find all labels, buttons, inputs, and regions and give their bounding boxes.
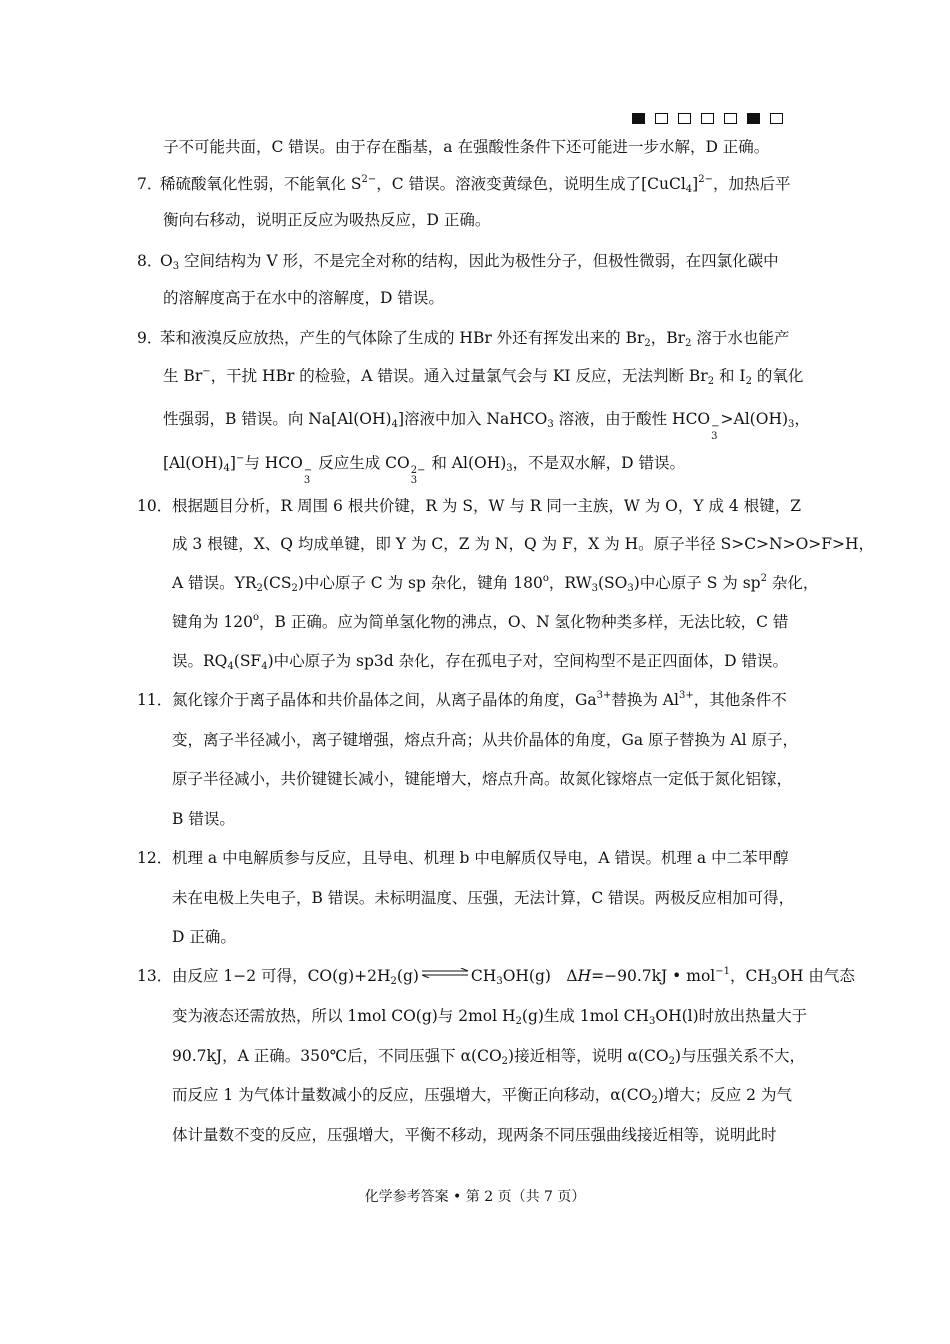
answer-13-line-4: 而反应 1 为气体计量数减小的反应，压强增大，平衡正向移动，$\alpha(CO_2)$增大；反应 2 为气 [172, 1086, 792, 1106]
answer-13-line-1: 由反应 1−2 可得，$CO(g)+2H_2(g)$ $CH_3OH(g)$ ΔH=−90.7kJ • mol$^{-1}$，$CH_3OH$ 由气态 [172, 966, 855, 987]
page-footer: 化学参考答案 • 第 2 页（共 7 页） [364, 1189, 586, 1205]
header-marks [632, 113, 783, 126]
answer-13-number: 13． [137, 967, 173, 985]
header-mark [701, 113, 714, 124]
header-mark [770, 113, 783, 124]
equilibrium-arrow-icon [419, 968, 471, 978]
answer-12-line-2: 未在电极上失电子，B 错误。未标明温度、压强，无法计算，C 错误。两极反应相加可得， [172, 889, 795, 907]
answer-11-number: 11． [137, 691, 173, 709]
answer-10-line-5: 误。$RQ_4(SF_4)$中心原子为 sp3d 杂化，存在孤电子对，空间构型不是正四面体，D 错误。 [172, 652, 788, 672]
answer-11-line-1: 氮化镓介于离子晶体和共价晶体之间，从离子晶体的角度，$Ga^{3+}$替换为 $Al^{3+}$，其他条件不 [172, 690, 787, 709]
answer-9-number: 9． [137, 329, 163, 347]
answer-8-number: 8． [137, 252, 163, 270]
answer-7-line-2: 衡向右移动，说明正反应为吸热反应，D 正确。 [163, 211, 491, 229]
answer-8-line-2: 的溶解度高于在水中的溶解度，D 错误。 [163, 289, 444, 307]
answer-10-line-3: A 错误。$YR_2(CS_2)$中心原子 C 为 sp 杂化，键角 180$^o$，$RW_3(SO_3)$中心原子 S 为 $sp^2$ 杂化， [172, 573, 819, 594]
answer-12-line-1: 机理 a 中电解质参与反应，且导电、机理 b 中电解质仅导电，A 错误。机理 a 中二苯甲醇 [172, 849, 789, 867]
header-mark [747, 113, 760, 124]
header-mark [632, 113, 645, 124]
header-mark [724, 113, 737, 124]
answer-11-line-4: B 错误。 [172, 810, 235, 828]
answer-11-line-2: 变，离子半径减小，离子键增强，熔点升高；从共价晶体的角度，Ga 原子替换为 Al 原子， [172, 731, 799, 749]
header-mark [678, 113, 691, 124]
answer-6-line-1: 子不可能共面，C 错误。由于存在酯基，a 在强酸性条件下还可能进一步水解，D 正确。 [163, 138, 770, 156]
answer-7-number: 7． [137, 175, 163, 193]
answer-10-line-1: 根据题目分析，R 周围 6 根共价键，R 为 S，W 与 R 同一主族，W 为 O，Y 成 4 根键，Z [172, 497, 801, 515]
answer-9-line-4: $[Al(OH)_4]^-$与 HCO − 3 反应生成 CO 2− 3 和 $Al(OH)_3$，不是双水解，D 错误。 [163, 453, 685, 486]
answer-12-line-3: D 正确。 [172, 928, 236, 946]
answer-13-line-3: 90.7kJ，A 正确。350℃后，不同压强下 $\alpha(CO_2)$接近相等，说明 $\alpha(CO_2)$与压强关系不大， [172, 1047, 806, 1067]
answer-9-line-3: 性强弱，B 错误。向 $Na[Al(OH)_4]$溶液中加入 NaHCO$_3$ 溶液，由于酸性 HCO − 3 $>Al(OH)_3$， [163, 410, 810, 442]
answer-10-line-4: 键角为 120$^o$，B 正确。应为简单氢化物的沸点，O、N 氢化物种类多样，无法比较，C 错 [172, 612, 789, 631]
header-mark [655, 113, 668, 124]
answer-9-line-2: 生 Br−，干扰 HBr 的检验，A 错误。通入过量氯气会与 KI 反应，无法判断 $Br_2$ 和 $I_2$ 的氧化 [163, 366, 804, 387]
answer-13-line-5: 体计量数不变的反应，压强增大，平衡不移动，现两条不同压强曲线接近相等，说明此时 [172, 1126, 777, 1144]
answer-10-number: 10． [137, 497, 173, 515]
answer-8-line-1: $O_3$ 空间结构为 V 形，不是完全对称的结构，因此为极性分子，但极性微弱，在四氯化碳中 [160, 252, 779, 272]
answer-7-line-1: 稀硫酸氧化性弱，不能氧化 $S^{2-}$，C 错误。溶液变黄绿色，说明生成了[CuCl$_4$]$^{2-}$，加热后平 [160, 174, 791, 195]
answer-13-line-2: 变为液态还需放热，所以 1mol CO(g)与 2mol $H_2(g)$生成 1mol $CH_3OH(l)$时放出热量大于 [172, 1007, 808, 1027]
answer-9-line-1: 苯和液溴反应放热，产生的气体除了生成的 HBr 外还有挥发出来的 $Br_2$，$Br_2$ 溶于水也能产 [160, 329, 790, 349]
answer-12-number: 12． [137, 849, 173, 867]
answer-10-line-2: 成 3 根键，X、Q 均成单键，即 Y 为 C，Z 为 N，Q 为 F，X 为 H。原子半径 S>C>N>O>F>H， [172, 535, 875, 553]
answer-11-line-3: 原子半径减小，共价键键长减小，键能增大，熔点升高。故氮化镓熔点一定低于氮化铝镓， [172, 770, 793, 788]
